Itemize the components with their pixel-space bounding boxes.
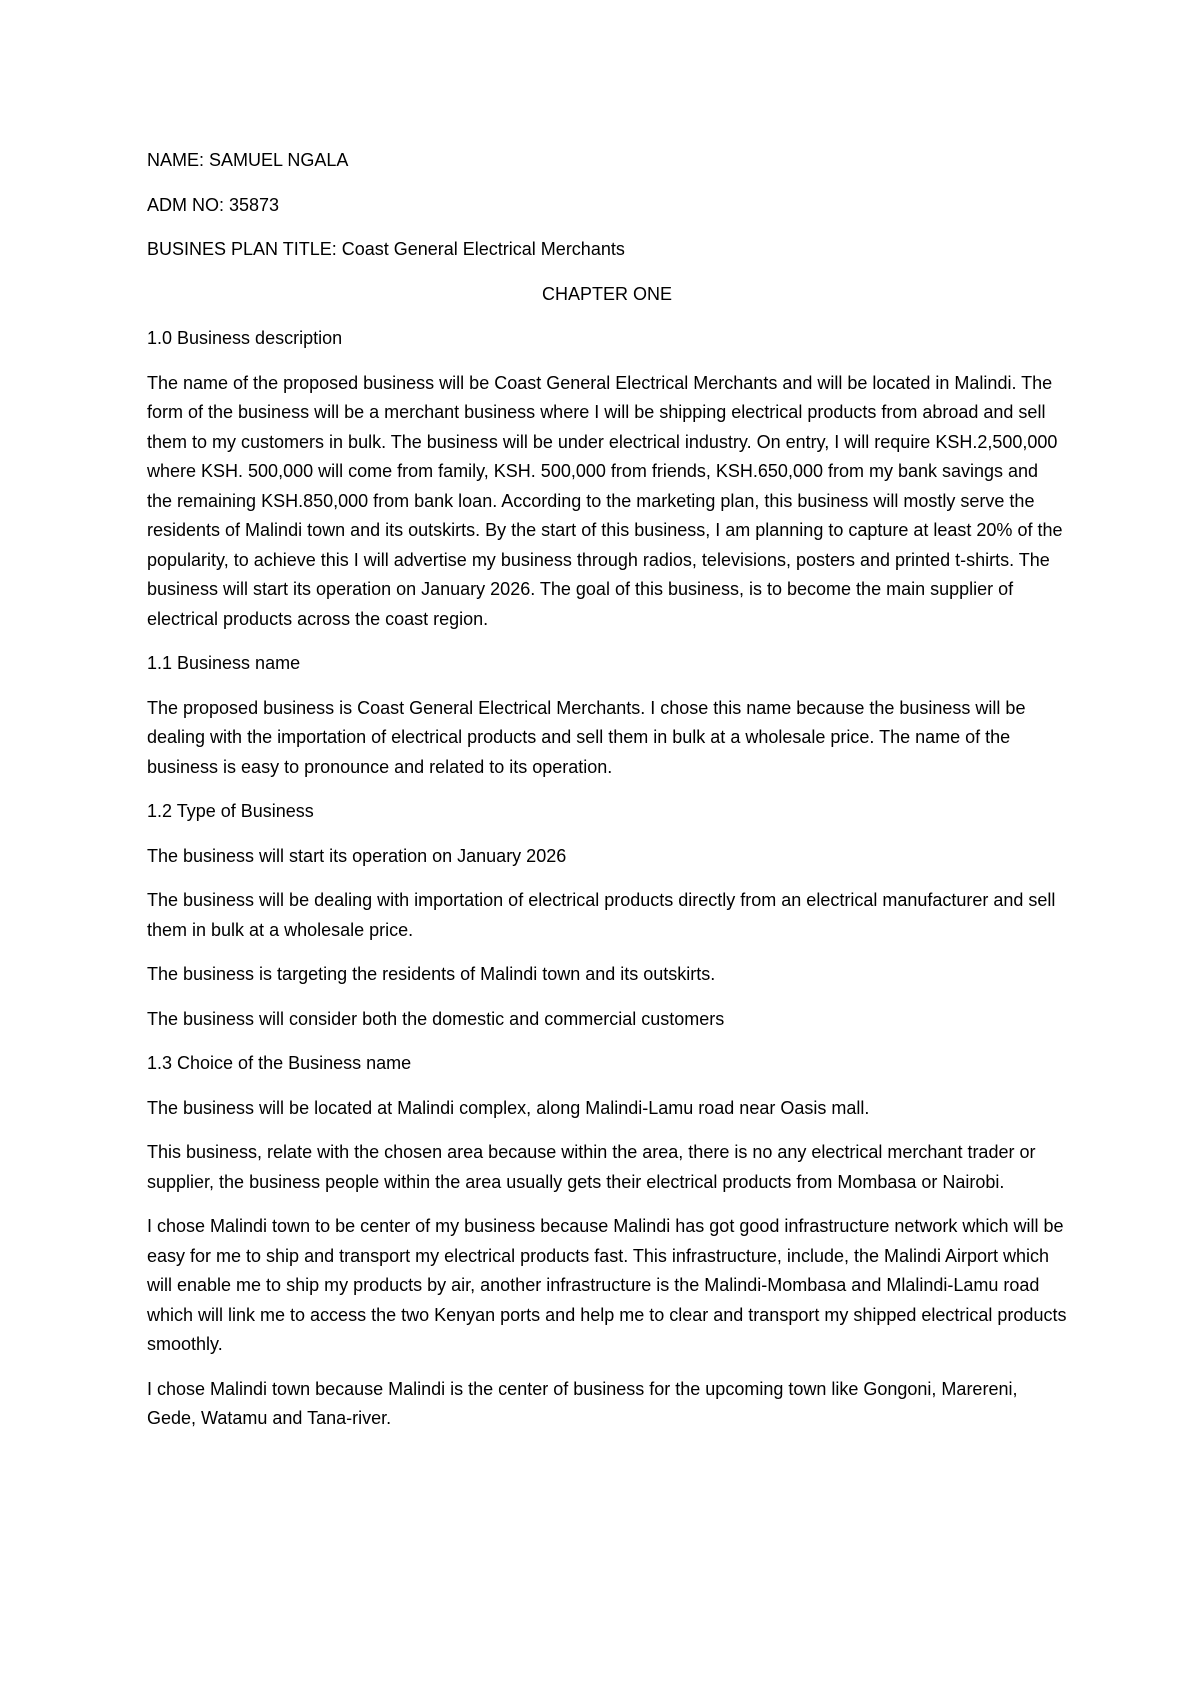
section-heading-1-1: 1.1 Business name — [147, 653, 301, 673]
document-body — [147, 146, 1067, 1449]
chapter-heading: CHAPTER ONE — [541, 283, 673, 304]
student-name: NAME: SAMUEL NGALA — [147, 150, 349, 170]
section-heading-1-2: 1.2 Type of Business — [147, 801, 314, 821]
location-paragraph-4: I chose Malindi town because Malindi is the center of business for the upcoming town like Gongoni, Marereni, Gede, Watamu and Tana-river. — [147, 1378, 1018, 1428]
business-type-paragraph-1: The business will start its operation on January 2026 — [147, 845, 567, 866]
business-plan-title: BUSINES PLAN TITLE: Coast General Electrical Merchants — [147, 239, 625, 259]
section-heading-1-0: 1.0 Business description — [147, 328, 343, 348]
location-paragraph-1: The business will be located at Malindi complex, along Malindi-Lamu road near Oasis mall. — [147, 1097, 870, 1118]
location-paragraph-2: This business, relate with the chosen area because within the area, there is no any electrical merchant trader or supplier, the business people within the area usually gets their electrical products from Mombasa or Nairobi. — [147, 1142, 1036, 1192]
business-type-paragraph-4: The business will consider both the domestic and commercial customers — [147, 1008, 725, 1029]
business-type-paragraph-3: The business is targeting the residents of Malindi town and its outskirts. — [147, 964, 716, 984]
location-paragraph-3: I chose Malindi town to be center of my business because Malindi has got good infrastructure network which will be easy for me to ship and transport my electrical products fast. This infrastructure, include, the Malindi Airport which will enable me to ship my products by air, another infrastructure is the Malindi-Mombasa and Mlalindi-Lamu road which will link me to access the two Kenyan ports and help me to clear and transport my shipped electrical products smoothly. — [147, 1216, 1067, 1354]
admission-number: ADM NO: 35873 — [147, 194, 280, 215]
business-type-paragraph-2: The business will be dealing with importation of electrical products directly from an electrical manufacturer and sell them in bulk at a wholesale price. — [147, 890, 1056, 940]
section-heading-1-3: 1.3 Choice of the Business name — [147, 1053, 412, 1073]
business-description-paragraph: The name of the proposed business will be Coast General Electrical Merchants and will be located in Malindi. The form of the business will be a merchant business where I will be shipping electrical products from abroad and sell them to my customers in bulk. The business will be under electrical industry. On entry, I will require KSH.2,500,000 where KSH. 500,000 will come from family, KSH. 500,000 from friends, KSH.650,000 from my bank savings and the remaining KSH.850,000 from bank loan. According to the marketing plan, this business will mostly serve the residents of Malindi town and its outskirts. By the start of this business, I am planning to capture at least 20% of the popularity, to achieve this I will advertise my business through radios, televisions, posters and printed t-shirts. The business will start its operation on January 2026. The goal of this business, is to become the main supplier of electrical products across the coast region. — [147, 372, 1063, 629]
business-name-paragraph: The proposed business is Coast General Electrical Merchants. I chose this name because the business will be dealing with the importation of electrical products and sell them in bulk at a wholesale price. The name of the business is easy to pronounce and related to its operation. — [147, 697, 1026, 777]
